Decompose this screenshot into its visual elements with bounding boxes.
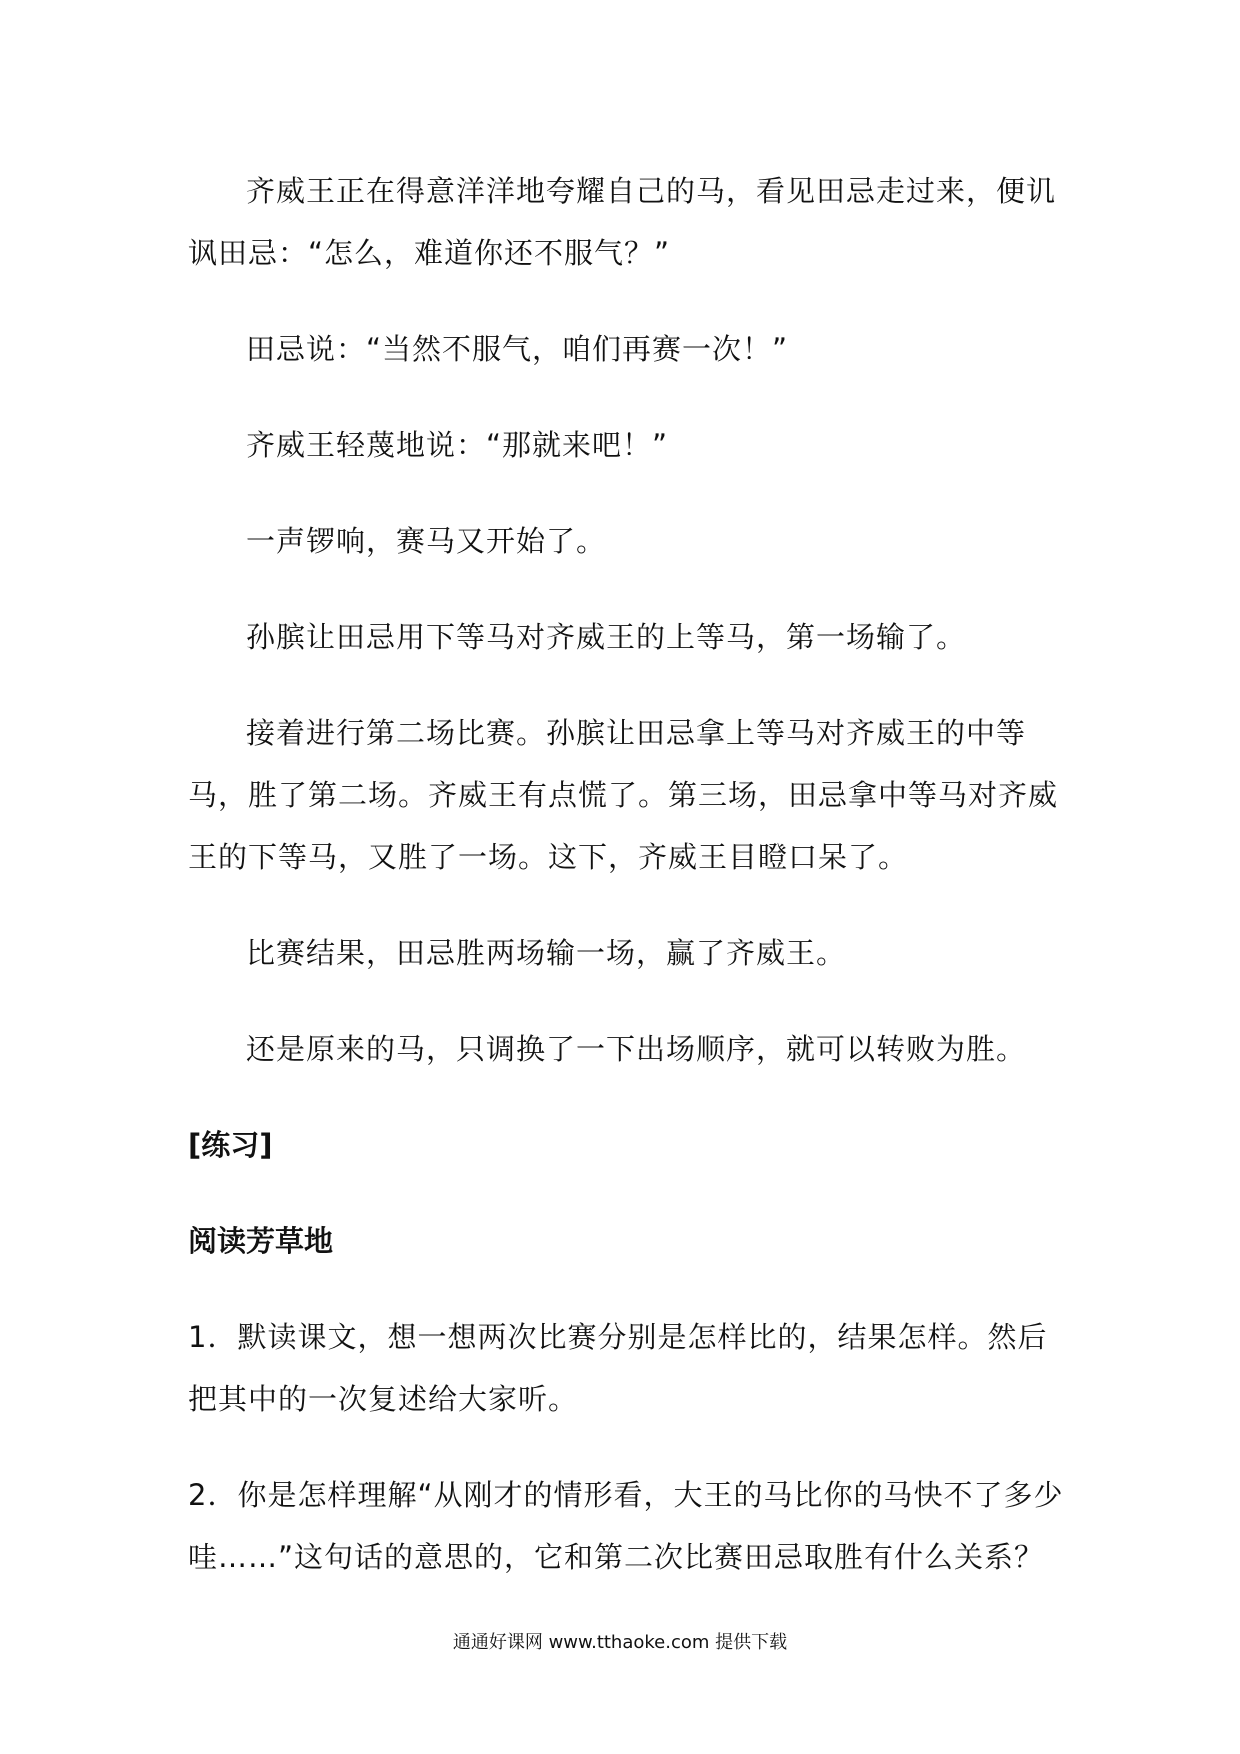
exercise-section-title: [练习]: [188, 1128, 273, 1162]
exercise-subsection-title: 阅读芳草地: [188, 1224, 334, 1258]
story-paragraph: 接着进行第二场比赛。孙膑让田忌拿上等马对齐威王的中等马，胜了第二场。齐威王有点慌了。第三场，田忌拿中等马对齐威王的下等马，又胜了一场。这下，齐威王目瞪口呆了。: [188, 716, 1059, 874]
story-paragraph: 一声锣响，赛马又开始了。: [246, 524, 607, 558]
exercise-item: 1．默读课文，想一想两次比赛分别是怎样比的，结果怎样。然后把其中的一次复述给大家听。: [188, 1320, 1048, 1416]
story-paragraph: 比赛结果，田忌胜两场输一场，赢了齐威王。: [246, 936, 847, 970]
exercise-item: 2．你是怎样理解“从刚才的情形看，大王的马比你的马快不了多少哇……”这句话的意思的，它和第二次比赛田忌取胜有什么关系？: [188, 1478, 1064, 1574]
story-paragraph: 田忌说：“当然不服气，咱们再赛一次！”: [246, 332, 789, 366]
story-paragraph: 齐威王正在得意洋洋地夸耀自己的马，看见田忌走过来，便讥讽田忌：“怎么，难道你还不服气？”: [188, 174, 1057, 270]
document-body: [188, 160, 1068, 1622]
page-footer: 通通好课网 www.tthaoke.com 提供下载: [452, 1632, 788, 1653]
story-paragraph: 齐威王轻蔑地说：“那就来吧！”: [246, 428, 669, 462]
story-paragraph: 还是原来的马，只调换了一下出场顺序，就可以转败为胜。: [246, 1032, 1027, 1066]
story-paragraph: 孙膑让田忌用下等马对齐威王的上等马，第一场输了。: [246, 620, 967, 654]
